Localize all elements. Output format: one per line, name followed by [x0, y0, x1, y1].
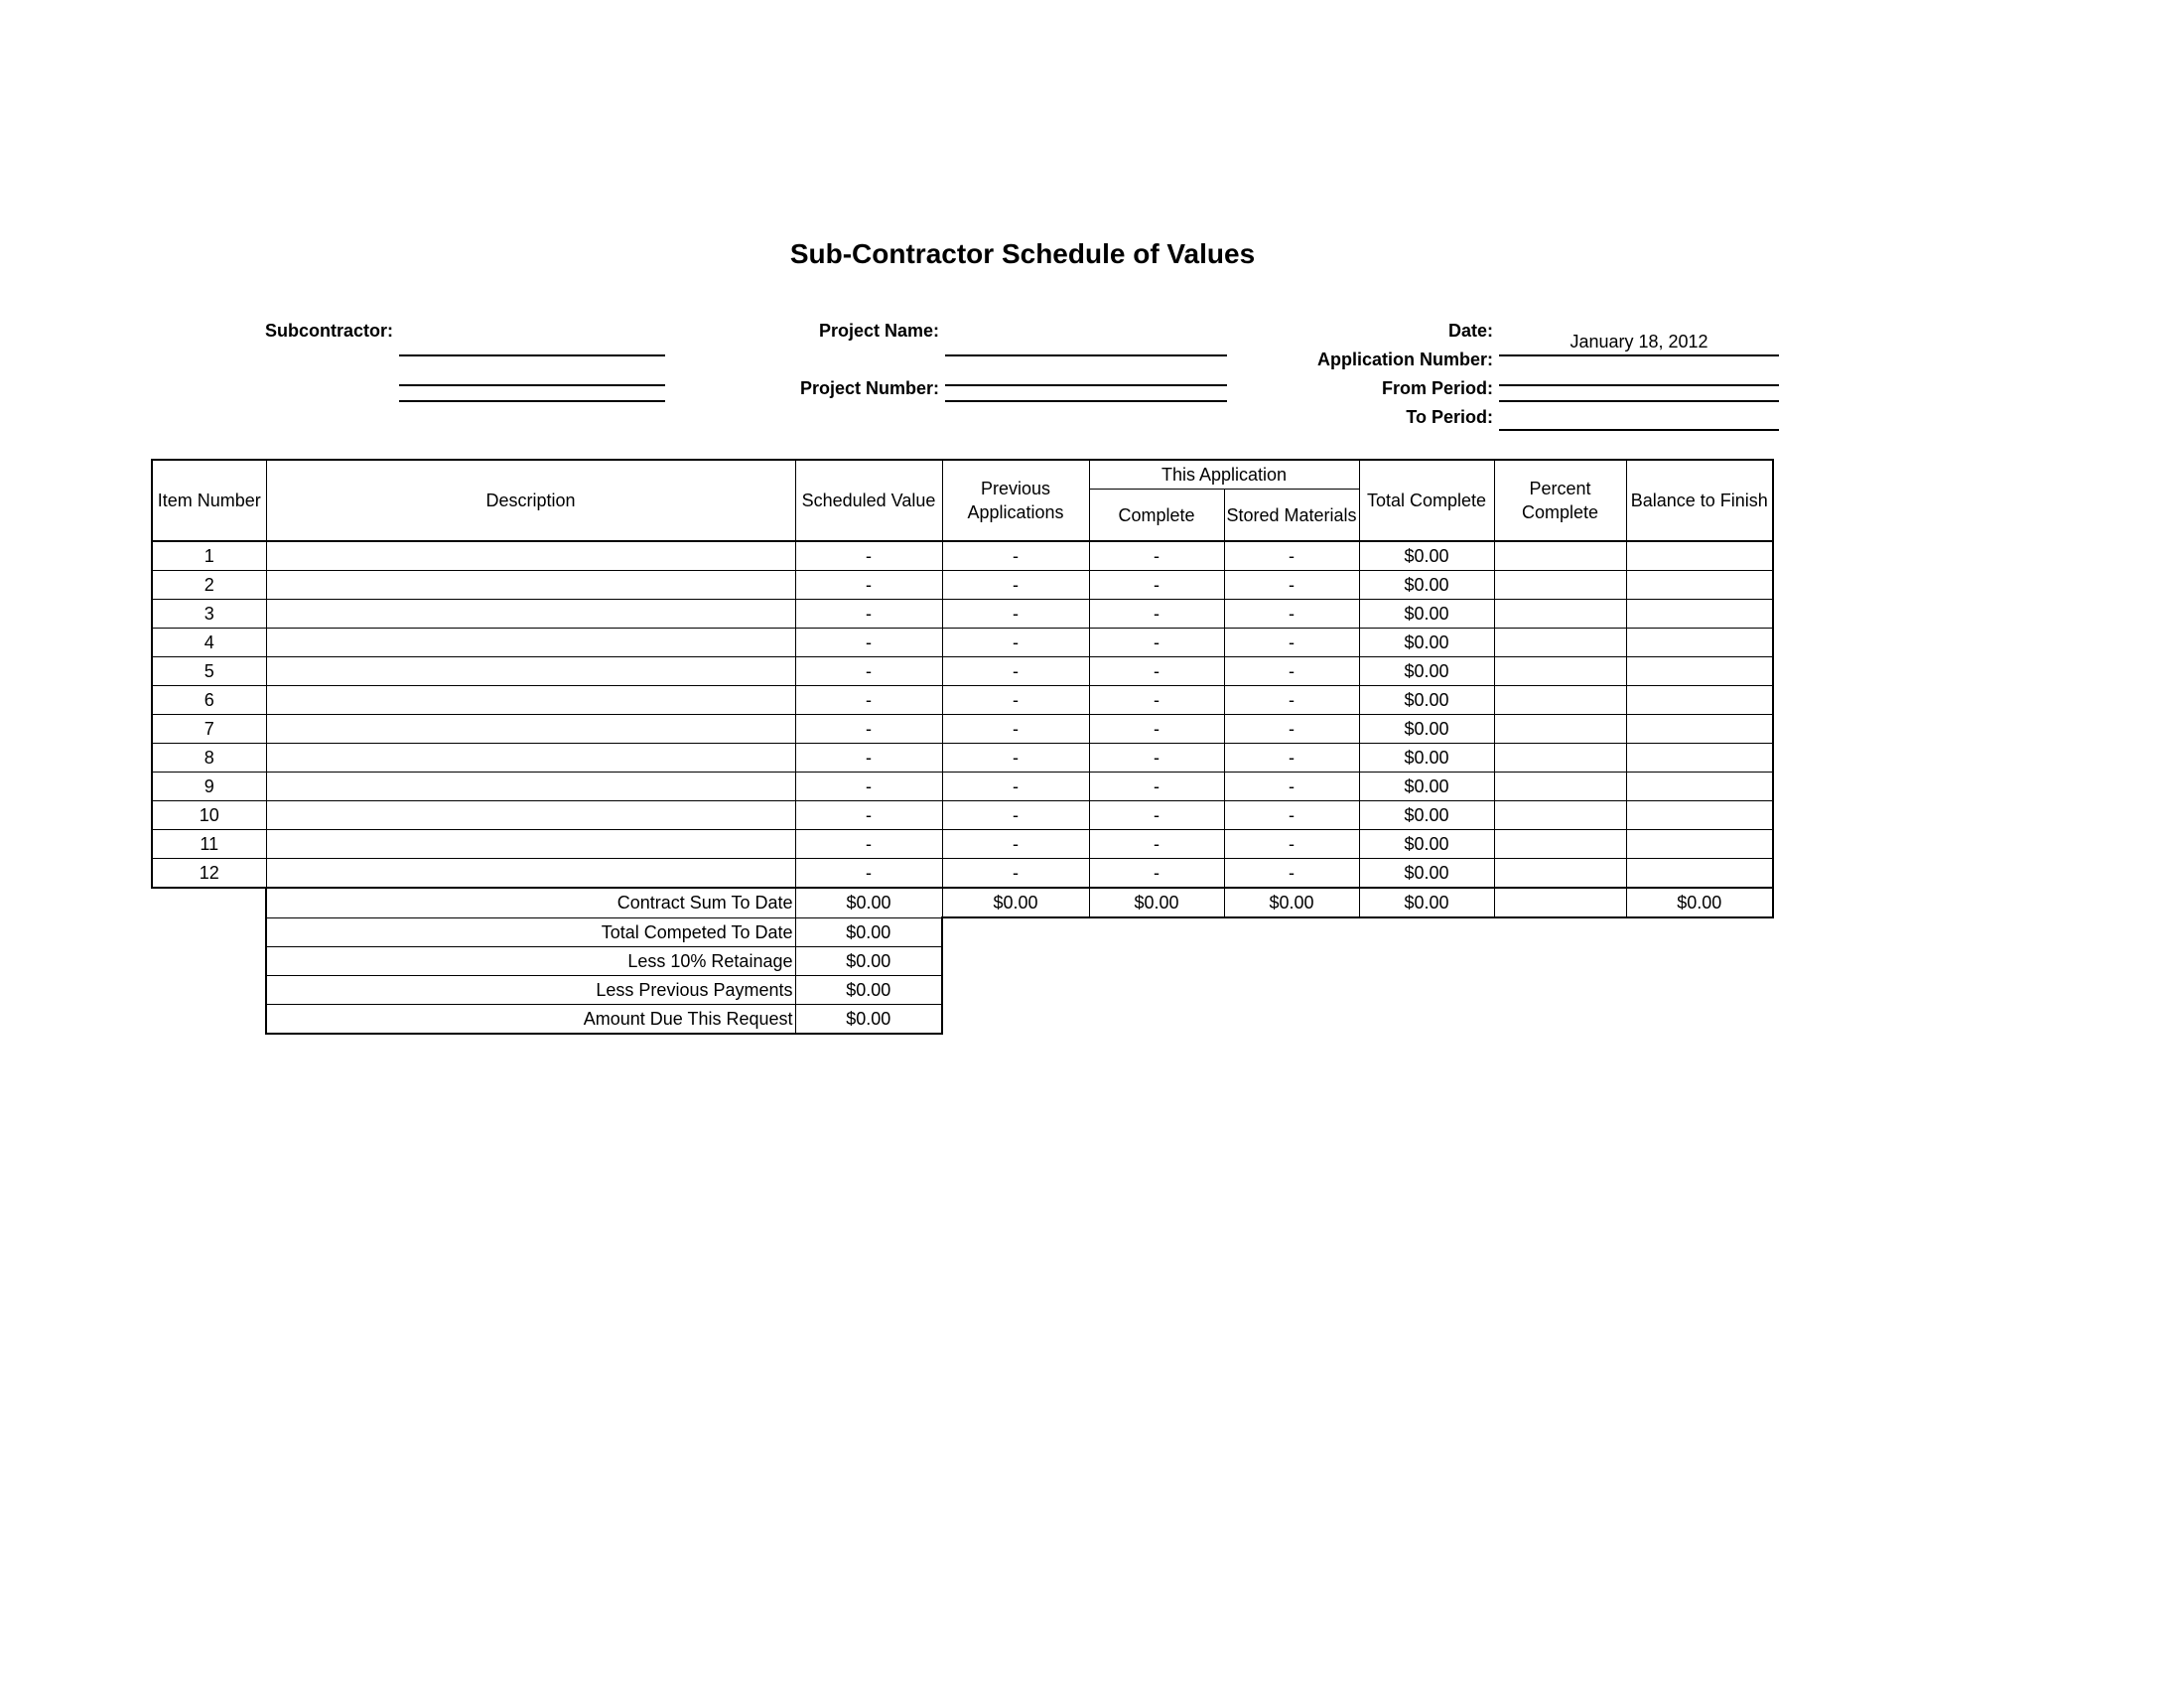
description-cell[interactable]	[266, 773, 795, 801]
summary-label: Amount Due This Request	[266, 1004, 795, 1034]
col-header-complete: Complete	[1089, 490, 1224, 542]
balance-to-finish-cell	[1626, 801, 1773, 830]
total-complete-cell: $0.00	[1359, 686, 1494, 715]
percent-complete-cell	[1494, 657, 1626, 686]
blank-cell	[942, 975, 1773, 1004]
date-field-line	[1499, 354, 1779, 356]
percent-complete-cell	[1494, 859, 1626, 889]
scheduled-value-cell[interactable]: -	[795, 744, 942, 773]
percent-complete-cell	[1494, 686, 1626, 715]
blank-cell	[942, 946, 1773, 975]
total-complete-cell: $0.00	[1359, 801, 1494, 830]
description-cell[interactable]	[266, 859, 795, 889]
balance-to-finish-cell	[1626, 715, 1773, 744]
previous-applications-cell[interactable]: -	[942, 773, 1089, 801]
table-row	[152, 571, 1773, 600]
total-complete-cell: $0.00	[1359, 571, 1494, 600]
summary-row	[152, 917, 1773, 946]
project-name-label: Project Name:	[818, 321, 939, 341]
balance-to-finish-cell	[1626, 859, 1773, 889]
complete-cell[interactable]: -	[1089, 744, 1224, 773]
scheduled-value-cell[interactable]: -	[795, 715, 942, 744]
contract-sum-previous: $0.00	[942, 888, 1089, 917]
page-title: Sub-Contractor Schedule of Values	[789, 238, 1256, 269]
balance-to-finish-cell	[1626, 773, 1773, 801]
col-header-total-complete: Total Complete	[1359, 460, 1494, 541]
description-cell[interactable]	[266, 571, 795, 600]
contract-sum-scheduled: $0.00	[795, 888, 942, 917]
stored-materials-cell[interactable]: -	[1224, 744, 1359, 773]
contract-sum-label: Contract Sum To Date	[266, 888, 795, 917]
balance-to-finish-cell	[1626, 571, 1773, 600]
blank-cell	[152, 975, 266, 1004]
balance-to-finish-cell	[1626, 541, 1773, 571]
description-cell[interactable]	[266, 830, 795, 859]
scheduled-value-cell[interactable]: -	[795, 801, 942, 830]
project-number-label: Project Number:	[799, 378, 939, 398]
contract-sum-percent	[1494, 888, 1626, 917]
summary-row	[152, 975, 1773, 1004]
balance-to-finish-cell	[1626, 657, 1773, 686]
previous-applications-cell[interactable]: -	[942, 571, 1089, 600]
summary-label: Less Previous Payments	[266, 975, 795, 1004]
table-row	[152, 600, 1773, 629]
percent-complete-cell	[1494, 801, 1626, 830]
item-number-cell: 7	[152, 715, 266, 744]
from-period-field[interactable]	[1499, 400, 1779, 402]
stored-materials-cell[interactable]: -	[1224, 801, 1359, 830]
description-cell[interactable]	[266, 715, 795, 744]
table-row	[152, 715, 1773, 744]
col-header-percent-complete: Percent Complete	[1494, 460, 1626, 541]
blank-cell	[152, 946, 266, 975]
item-number-cell: 8	[152, 744, 266, 773]
stored-materials-cell[interactable]: -	[1224, 657, 1359, 686]
col-header-item-number: Item Number	[152, 460, 266, 541]
summary-label: Total Competed To Date	[266, 917, 795, 946]
subcontractor-field-line-2[interactable]	[399, 384, 665, 386]
balance-to-finish-cell	[1626, 629, 1773, 657]
total-complete-cell: $0.00	[1359, 830, 1494, 859]
complete-cell[interactable]: -	[1089, 686, 1224, 715]
blank-cell	[152, 888, 266, 917]
item-number-cell: 2	[152, 571, 266, 600]
contract-sum-total: $0.00	[1359, 888, 1494, 917]
total-complete-cell: $0.00	[1359, 859, 1494, 889]
contract-sum-balance: $0.00	[1626, 888, 1773, 917]
item-number-cell: 5	[152, 657, 266, 686]
project-number-field-line-2[interactable]	[945, 400, 1227, 402]
total-complete-cell: $0.00	[1359, 657, 1494, 686]
description-cell[interactable]	[266, 541, 795, 571]
stored-materials-cell[interactable]: -	[1224, 600, 1359, 629]
previous-applications-cell[interactable]: -	[942, 541, 1089, 571]
stored-materials-cell[interactable]: -	[1224, 773, 1359, 801]
total-complete-cell: $0.00	[1359, 744, 1494, 773]
table-row	[152, 801, 1773, 830]
col-header-balance-to-finish: Balance to Finish	[1626, 460, 1773, 541]
table-row	[152, 686, 1773, 715]
complete-cell[interactable]: -	[1089, 541, 1224, 571]
percent-complete-cell	[1494, 600, 1626, 629]
complete-cell[interactable]: -	[1089, 801, 1224, 830]
table-row	[152, 657, 1773, 686]
col-header-stored-materials: Stored Materials	[1224, 490, 1359, 542]
blank-cell	[152, 1004, 266, 1034]
percent-complete-cell	[1494, 541, 1626, 571]
stored-materials-cell[interactable]: -	[1224, 541, 1359, 571]
scheduled-value-cell[interactable]: -	[795, 773, 942, 801]
percent-complete-cell	[1494, 744, 1626, 773]
table-row	[152, 773, 1773, 801]
previous-applications-cell[interactable]: -	[942, 629, 1089, 657]
item-number-cell: 4	[152, 629, 266, 657]
previous-applications-cell[interactable]: -	[942, 600, 1089, 629]
scheduled-value-cell[interactable]: -	[795, 830, 942, 859]
previous-applications-cell[interactable]: -	[942, 744, 1089, 773]
summary-row	[152, 946, 1773, 975]
previous-applications-cell[interactable]: -	[942, 830, 1089, 859]
table-row	[152, 744, 1773, 773]
table-row	[152, 541, 1773, 571]
table-row	[152, 830, 1773, 859]
application-number-label: Application Number:	[1316, 350, 1493, 369]
description-cell[interactable]	[266, 686, 795, 715]
scheduled-value-cell[interactable]: -	[795, 541, 942, 571]
stored-materials-cell[interactable]: -	[1224, 859, 1359, 889]
date-value[interactable]: January 18, 2012	[1570, 332, 1708, 352]
percent-complete-cell	[1494, 830, 1626, 859]
percent-complete-cell	[1494, 773, 1626, 801]
balance-to-finish-cell	[1626, 744, 1773, 773]
balance-to-finish-cell	[1626, 686, 1773, 715]
summary-value: $0.00	[795, 1004, 942, 1034]
item-number-cell: 11	[152, 830, 266, 859]
application-number-field[interactable]	[1499, 384, 1779, 386]
item-number-cell: 1	[152, 541, 266, 571]
complete-cell[interactable]: -	[1089, 773, 1224, 801]
stored-materials-cell[interactable]: -	[1224, 715, 1359, 744]
table-row	[152, 859, 1773, 889]
col-header-previous-applications: Previous Applications	[942, 460, 1089, 541]
total-complete-cell: $0.00	[1359, 541, 1494, 571]
description-cell[interactable]	[266, 801, 795, 830]
scheduled-value-cell[interactable]: -	[795, 859, 942, 889]
project-number-field-line-1[interactable]	[945, 384, 1227, 386]
scheduled-value-cell[interactable]: -	[795, 629, 942, 657]
previous-applications-cell[interactable]: -	[942, 686, 1089, 715]
total-complete-cell: $0.00	[1359, 600, 1494, 629]
contract-sum-stored: $0.00	[1224, 888, 1359, 917]
total-complete-cell: $0.00	[1359, 715, 1494, 744]
date-label: Date:	[1447, 321, 1493, 341]
percent-complete-cell	[1494, 715, 1626, 744]
percent-complete-cell	[1494, 571, 1626, 600]
scheduled-value-cell[interactable]: -	[795, 686, 942, 715]
description-cell[interactable]	[266, 629, 795, 657]
col-header-description: Description	[266, 460, 795, 541]
contract-sum-complete: $0.00	[1089, 888, 1224, 917]
complete-cell[interactable]: -	[1089, 859, 1224, 889]
summary-value: $0.00	[795, 975, 942, 1004]
table-row	[152, 629, 1773, 657]
blank-cell	[942, 917, 1773, 946]
subcontractor-field-line-3[interactable]	[399, 400, 665, 402]
item-number-cell: 12	[152, 859, 266, 889]
to-period-field[interactable]	[1499, 429, 1779, 431]
previous-applications-cell[interactable]: -	[942, 801, 1089, 830]
complete-cell[interactable]: -	[1089, 600, 1224, 629]
stored-materials-cell[interactable]: -	[1224, 629, 1359, 657]
contract-sum-row	[152, 888, 1773, 917]
subcontractor-label: Subcontractor:	[264, 321, 393, 341]
complete-cell[interactable]: -	[1089, 571, 1224, 600]
item-number-cell: 3	[152, 600, 266, 629]
previous-applications-cell[interactable]: -	[942, 715, 1089, 744]
total-complete-cell: $0.00	[1359, 773, 1494, 801]
scheduled-value-cell[interactable]: -	[795, 571, 942, 600]
summary-label: Less 10% Retainage	[266, 946, 795, 975]
item-number-cell: 10	[152, 801, 266, 830]
col-header-this-application: This Application	[1089, 460, 1359, 490]
summary-value: $0.00	[795, 946, 942, 975]
to-period-label: To Period:	[1406, 407, 1493, 427]
previous-applications-cell[interactable]: -	[942, 859, 1089, 889]
balance-to-finish-cell	[1626, 600, 1773, 629]
summary-row	[152, 1004, 1773, 1034]
percent-complete-cell	[1494, 629, 1626, 657]
subcontractor-field-line-1[interactable]	[399, 354, 665, 356]
col-header-scheduled-value: Scheduled Value	[795, 460, 942, 541]
from-period-label: From Period:	[1381, 378, 1493, 398]
stored-materials-cell[interactable]: -	[1224, 571, 1359, 600]
schedule-of-values-table	[151, 459, 1774, 1035]
complete-cell[interactable]: -	[1089, 830, 1224, 859]
blank-cell	[152, 917, 266, 946]
project-name-field[interactable]	[945, 354, 1227, 356]
total-complete-cell: $0.00	[1359, 629, 1494, 657]
scheduled-value-cell[interactable]: -	[795, 600, 942, 629]
description-cell[interactable]	[266, 744, 795, 773]
blank-cell	[942, 1004, 1773, 1034]
item-number-cell: 9	[152, 773, 266, 801]
summary-value: $0.00	[795, 917, 942, 946]
description-cell[interactable]	[266, 657, 795, 686]
complete-cell[interactable]: -	[1089, 657, 1224, 686]
description-cell[interactable]	[266, 600, 795, 629]
complete-cell[interactable]: -	[1089, 629, 1224, 657]
stored-materials-cell[interactable]: -	[1224, 830, 1359, 859]
complete-cell[interactable]: -	[1089, 715, 1224, 744]
previous-applications-cell[interactable]: -	[942, 657, 1089, 686]
stored-materials-cell[interactable]: -	[1224, 686, 1359, 715]
balance-to-finish-cell	[1626, 830, 1773, 859]
item-number-cell: 6	[152, 686, 266, 715]
scheduled-value-cell[interactable]: -	[795, 657, 942, 686]
